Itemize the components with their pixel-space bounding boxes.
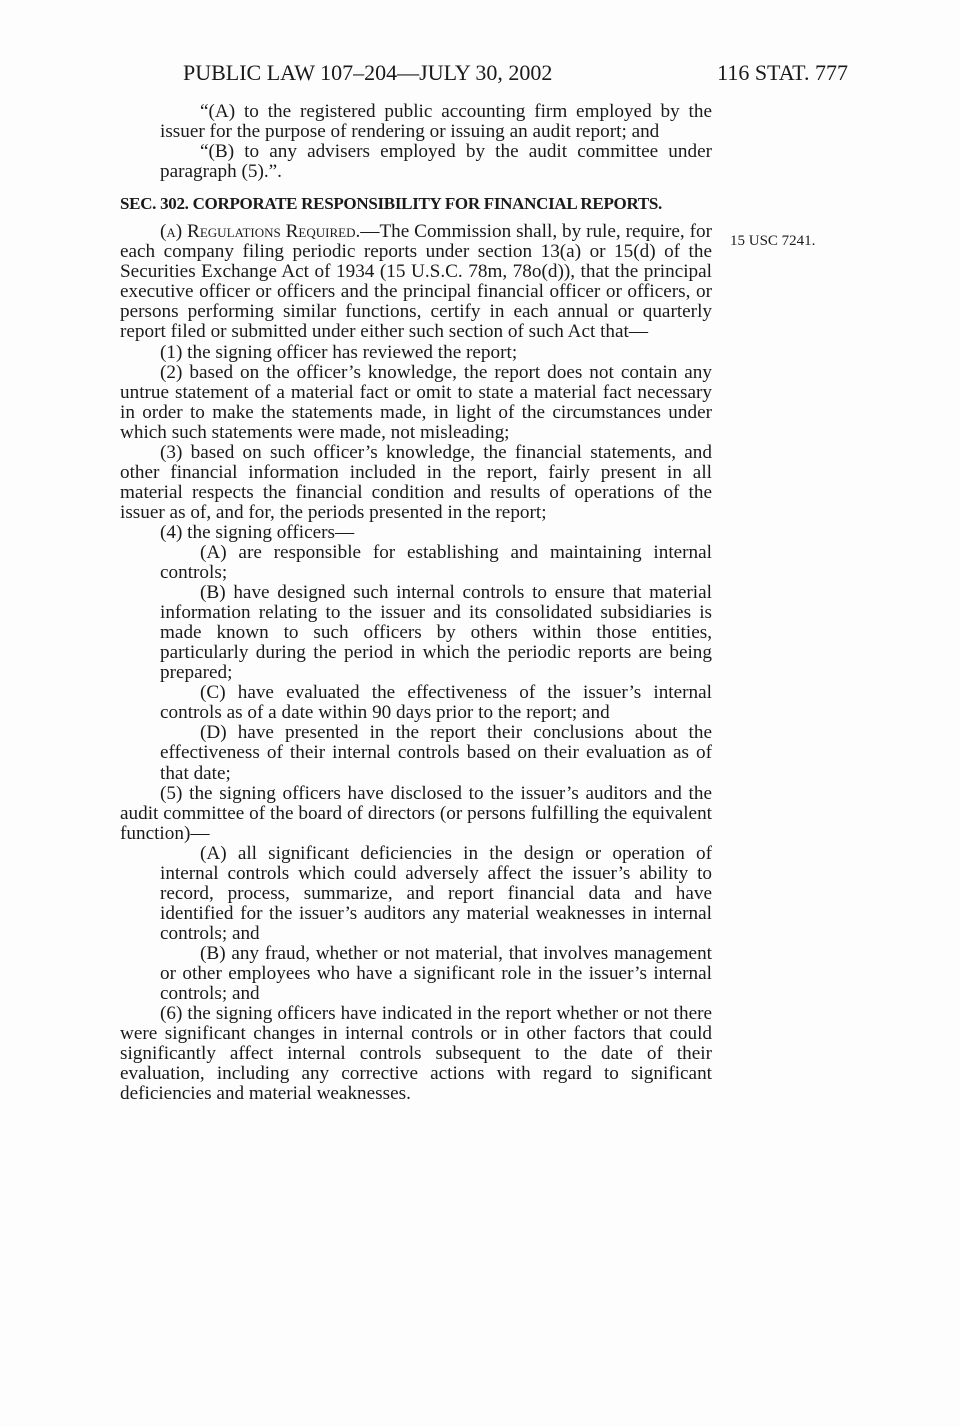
item-5-b: (B) any fraud, whether or not material, that involves management or other employees who have a significant role in the issuer’s internal controls; and <box>160 942 712 1005</box>
margin-citation: 15 USC 7241. <box>730 233 816 249</box>
item-4: (4) the signing officers— <box>160 521 355 543</box>
page-number: 116 STAT. 777 <box>717 60 848 85</box>
item-5-a: (A) all significant deficiencies in the design or operation of internal controls which could adversely affect the issuer’s ability to record, process, summarize, and report financial data and have identified for the issuer’s auditors any material weaknesses in internal controls; and <box>160 842 712 944</box>
item-4-d: (D) have presented in the report their conclusions about the effectiveness of their internal controls based on their evaluation as of that date; <box>160 722 712 784</box>
item-3: (3) based on such officer’s knowledge, the financial statements, and other financial information included in the report, fairly present in all material respects the financial condition and results of operations of the issuer as of, and for, the periods presented in the report; <box>120 441 712 523</box>
body-text <box>120 102 712 1104</box>
item-4-c: (C) have evaluated the effectiveness of the issuer’s internal controls as of a date within 90 days prior to the report; and <box>160 682 712 724</box>
running-header-title: PUBLIC LAW 107–204—JULY 30, 2002 <box>183 60 553 85</box>
item-4-b: (B) have designed such internal controls to ensure that material information relating to the issuer and its consolidated subsidiaries is made known to such officers by others within those entities, particularly during the period in which the periodic reports are being prepared; <box>160 582 712 684</box>
paragraph-subsection-a <box>120 222 712 342</box>
subsection-text: —The Commission shall, by rule, require, for each company filing periodic reports under section 13(a) or 15(d) of the Securities Exchange Act of 1934 (15 U.S.C. 78m, 78o(d)), that the principal executive officer or officers and the principal financial officer or officers, or persons performing similar functions, certify in each annual or quarterly report filed or submitted under either such section of such Act that— <box>120 221 712 343</box>
paragraph-subclause-a: “(A) to the registered public accounting firm employed by the issuer for the purpose of rendering or issuing an audit report; and <box>160 101 712 143</box>
item-1: (1) the signing officer has reviewed the report; <box>160 341 518 363</box>
item-5: (5) the signing officers have disclosed to the issuer’s auditors and the audit committee of the board of directors (or persons fulfilling the equivalent function)— <box>120 782 712 844</box>
subsection-heading: (a) Regulations Required. <box>160 221 361 243</box>
item-4-a: (A) are responsible for establishing and maintaining internal controls; <box>160 541 712 584</box>
page-header <box>183 58 848 88</box>
item-2: (2) based on the officer’s knowledge, the report does not contain any untrue statement of a material fact or omit to state a material fact necessary in order to make the statements made, in light of the circumstances under which such statements were made, not misleading; <box>120 361 712 443</box>
section-heading: SEC. 302. CORPORATE RESPONSIBILITY FOR FINANCIAL REPORTS. <box>120 194 662 214</box>
paragraph-subclause-b: “(B) to any advisers employed by the audit committee under paragraph (5).”. <box>160 141 712 183</box>
item-6: (6) the signing officers have indicated in the report whether or not there were significant changes in internal controls or in other factors that could significantly affect internal controls subsequent to the date of their evaluation, including any corrective actions with regard to significant deficiencies and material weaknesses. <box>120 1003 712 1105</box>
